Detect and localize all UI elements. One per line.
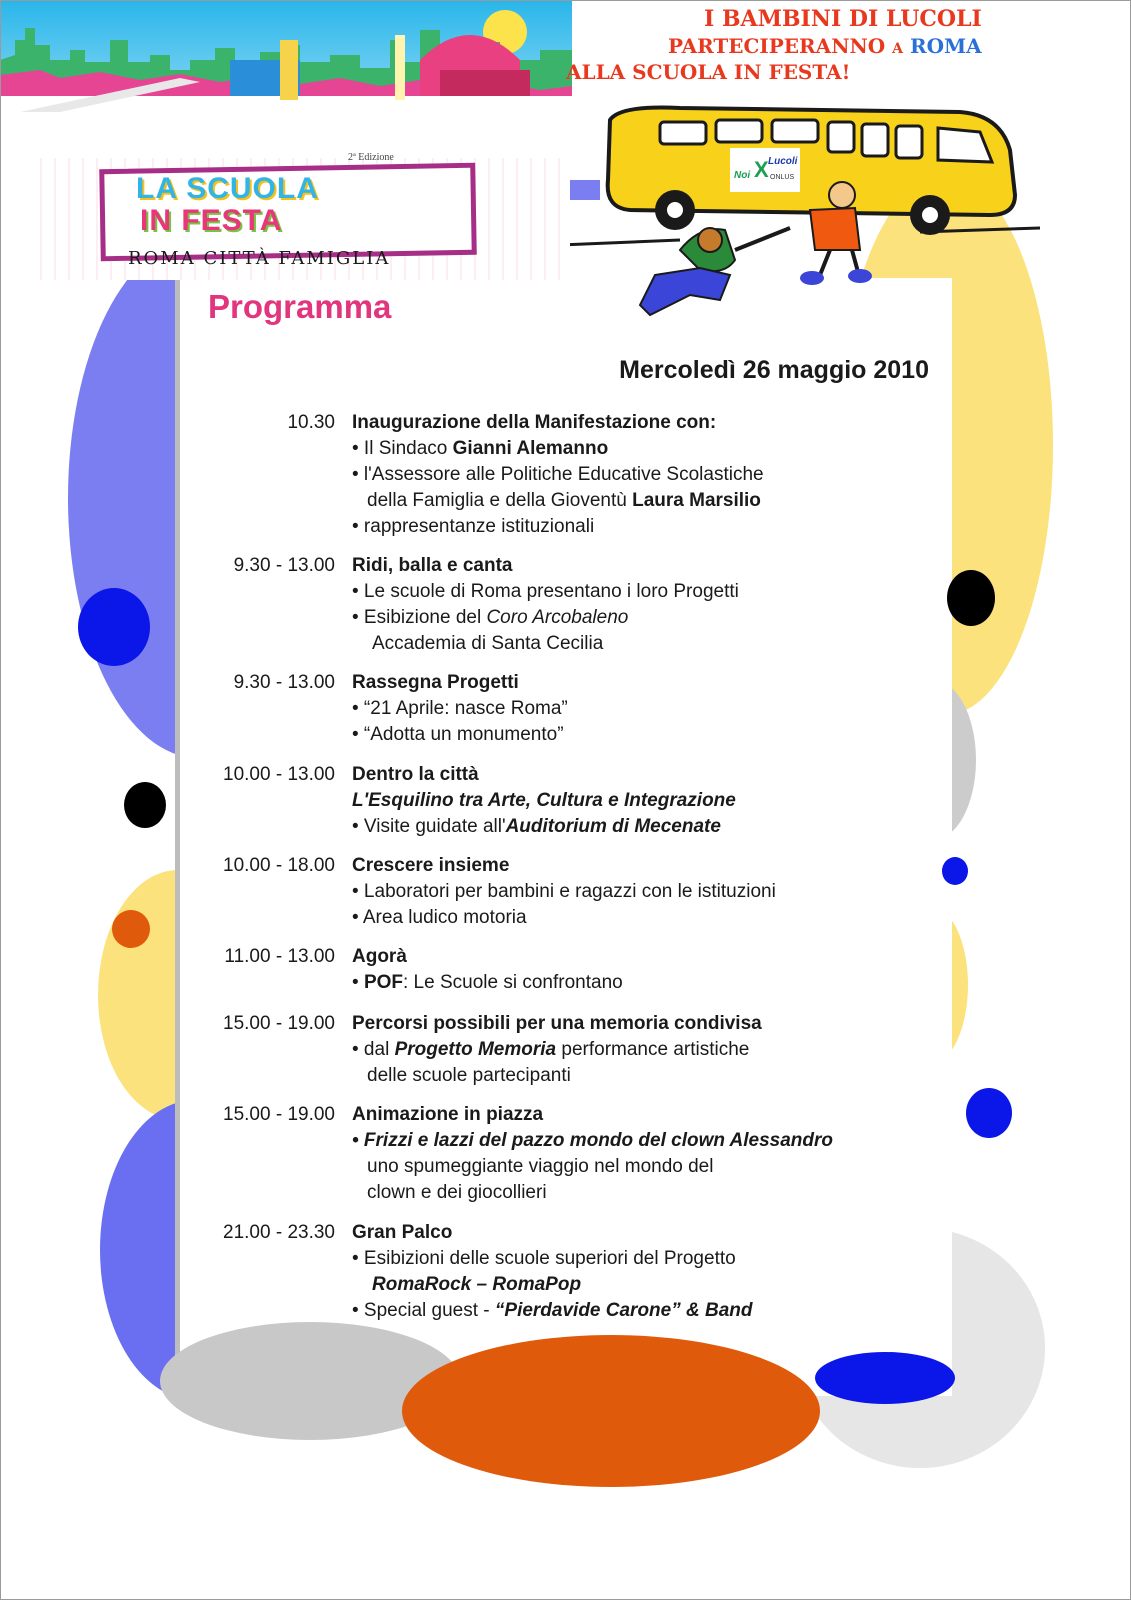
line-text-post: performance artistiche [556,1039,750,1060]
entry-time: 9.30 - 13.00 [233,672,335,693]
line-text: • [352,972,364,993]
headline-line-2-a: A [892,41,904,57]
line-bold-italic: Auditorium di Mecenate [505,816,721,837]
entry-title: Gran Palco [352,1222,453,1243]
logo-subtitle: ROMA CITTÀ FAMIGLIA [128,248,391,269]
entry-time: 15.00 - 19.00 [223,1013,335,1034]
line-bold: Laura Marsilio [632,490,761,511]
entry-time: 10.00 - 18.00 [223,855,335,876]
line-bold-italic: Progetto Memoria [394,1039,557,1060]
line-text: • Il Sindaco [352,438,453,459]
entry-line: • “Adotta un monumento” [352,724,564,745]
entry-line: RomaRock – RomaPop [372,1274,582,1295]
entry-title: Animazione in piazza [352,1104,544,1125]
entry-line: • Laboratori per bambini e ragazzi con le istituzioni [352,881,776,902]
entry-title: Inaugurazione della Manifestazione con: [352,412,717,433]
headline-line-3: ALLA SCUOLA IN FESTA! [566,60,851,84]
logo-word-1: LA SCUOLA [136,172,319,205]
line-bold-italic: “Pierdavide Carone” & Band [494,1300,753,1321]
line-text: • Esibizione del [352,607,487,628]
line-text: della Famiglia e della Gioventù [367,490,633,511]
entry-time: 21.00 - 23.30 [223,1222,335,1243]
entry-line: • rappresentanze istituzionali [352,516,595,537]
entry-line: • Frizzi e lazzi del pazzo mondo del clown Alessandro [352,1130,834,1151]
entry-title: Ridi, balla e canta [352,555,513,576]
line-bold: POF [363,972,403,993]
entry-line: uno spumeggiante viaggio nel mondo del [367,1156,714,1177]
line-italic: Coro Arcobaleno [486,607,629,628]
program-date: Mercoledì 26 maggio 2010 [619,356,929,384]
entry-title: Percorsi possibili per una memoria condivisa [352,1013,762,1034]
entry-line: • Area ludico motoria [352,907,527,928]
badge-noi: Noi [734,170,751,181]
logo-word-2: IN FESTA [140,204,283,237]
entry-time: 9.30 - 13.00 [233,555,335,576]
entry-line: clown e dei giocollieri [367,1182,547,1203]
entry-line: • l'Assessore alle Politiche Educative Scolastiche [352,464,764,485]
headline-line-2-text: PARTECIPERANNO [668,34,886,58]
line-text: • Special guest - [352,1300,495,1321]
line-text: • dal [352,1039,395,1060]
headline-city: ROMA [910,34,982,58]
entry-time: 11.00 - 13.00 [224,946,335,967]
entry-line: • Esibizioni delle scuole superiori del Progetto [352,1248,736,1269]
entry-line: delle scuole partecipanti [367,1065,571,1086]
entry-line: • Le scuole di Roma presentano i loro Progetti [352,581,739,602]
badge-onlus: ONLUS [770,174,795,181]
entry-time: 10.00 - 13.00 [223,764,335,785]
entry-time: 15.00 - 19.00 [223,1104,335,1125]
entry-line: Accademia di Santa Cecilia [372,633,604,654]
line-bold: Gianni Alemanno [452,438,609,459]
headline-line-1: I BAMBINI DI LUCOLI [704,6,982,32]
logo-edition: 2ª Edizione [348,152,394,163]
entry-title: Crescere insieme [352,855,510,876]
entry-line: • “21 Aprile: nasce Roma” [352,698,568,719]
entry-title: Agorà [352,946,407,967]
line-text: • Visite guidate all' [352,816,506,837]
program-title: Programma [208,288,392,325]
entry-title: Dentro la città [352,764,479,785]
badge-x: X [754,157,769,182]
badge-lucoli: Lucoli [768,156,798,167]
entry-title: Rassegna Progetti [352,672,519,693]
line-text-post: : Le Scuole si confrontano [403,972,623,993]
entry-subtitle: L'Esquilino tra Arte, Cultura e Integrazione [352,790,736,811]
entry-time: 10.30 [287,412,335,433]
